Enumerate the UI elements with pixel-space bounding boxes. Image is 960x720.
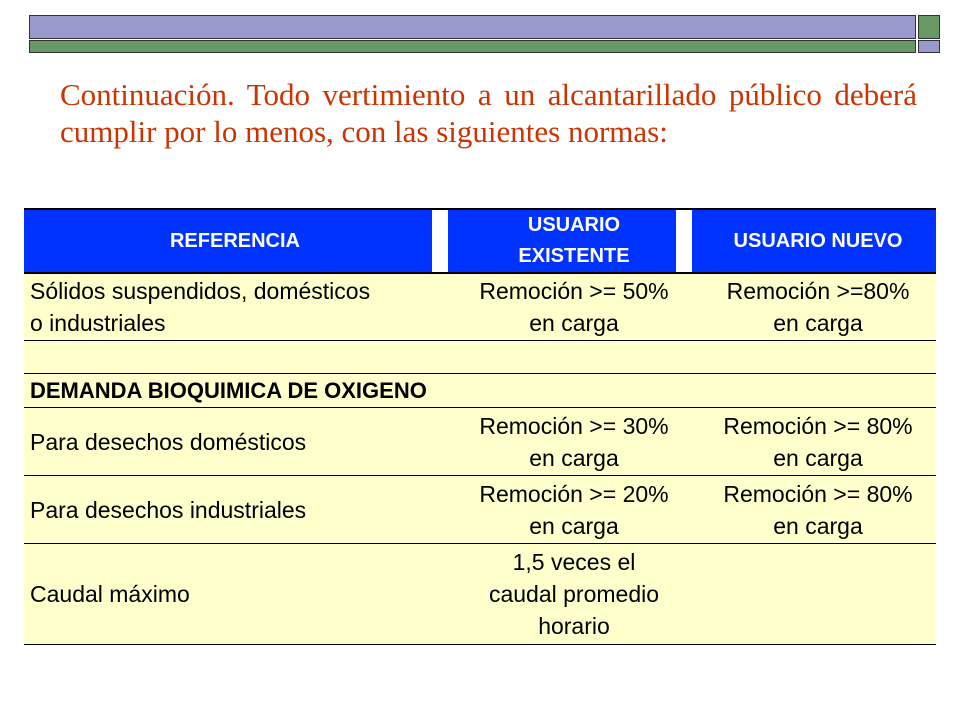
cell-text: Remoción >= 80% [723, 480, 913, 507]
header-usuario-nuevo [700, 210, 936, 272]
cell-existente [448, 476, 700, 543]
header-referencia [30, 210, 440, 272]
section-title-text: DEMANDA BIOQUIMICA DE OXIGENO [30, 377, 427, 403]
header-existente-line-1: USUARIO [527, 214, 621, 236]
table-header-row [24, 208, 936, 274]
cell-nuevo [700, 408, 936, 475]
cell-text: Remoción >=80% [726, 278, 910, 304]
cell-text: Remoción >= 20% [479, 480, 669, 507]
cell-existente [448, 274, 700, 340]
header-existente-line-2: EXISTENTE [518, 245, 630, 267]
header-bar-green [29, 40, 916, 53]
intro-text: Continuación. Todo vertimiento a un alcantarillado público deberá cumplir por lo menos, con las siguientes normas: [60, 77, 917, 149]
table-section-row [24, 374, 936, 408]
cell-text: Para desechos industriales [30, 496, 307, 523]
header-square-blue [918, 40, 940, 53]
cell-text: Caudal máximo [30, 581, 190, 607]
cell-text: o industriales [30, 310, 166, 336]
cell-text: en carga [773, 310, 863, 336]
cell-text: caudal promedio [488, 581, 660, 607]
header-nuevo-label: USUARIO NUEVO [733, 229, 903, 252]
cell-text: Remoción >= 30% [479, 412, 669, 439]
cell-text: Remoción >= 80% [723, 412, 913, 439]
table-row [24, 544, 936, 645]
normas-table [24, 208, 936, 645]
cell-text: en carga [773, 444, 863, 471]
cell-existente [448, 544, 700, 644]
header-referencia-label: REFERENCIA [169, 229, 300, 252]
cell-text: en carga [529, 512, 619, 539]
cell-text: en carga [773, 512, 863, 539]
header-gap [676, 210, 692, 272]
cell-text: horario [538, 613, 610, 639]
table-row [24, 476, 936, 544]
cell-text: en carga [529, 444, 619, 471]
table-row [24, 408, 936, 476]
cell-text: 1,5 veces el [512, 549, 636, 575]
cell-referencia [30, 408, 440, 475]
cell-referencia [30, 274, 440, 340]
section-title [30, 374, 930, 407]
header-usuario-existente [448, 210, 700, 272]
header-square-green [918, 15, 940, 39]
cell-text: Remoción >= 50% [479, 278, 669, 304]
header-gap [432, 210, 448, 272]
cell-text: en carga [529, 310, 619, 336]
cell-referencia [30, 544, 440, 644]
header-bar-blue [29, 15, 916, 39]
cell-referencia [30, 476, 440, 543]
table-row-empty [24, 341, 936, 374]
cell-nuevo [700, 274, 936, 340]
cell-nuevo [700, 476, 936, 543]
cell-text: Sólidos suspendidos, domésticos [30, 278, 371, 304]
table-row [24, 274, 936, 341]
cell-existente [448, 408, 700, 475]
cell-text: Para desechos domésticos [30, 428, 307, 455]
